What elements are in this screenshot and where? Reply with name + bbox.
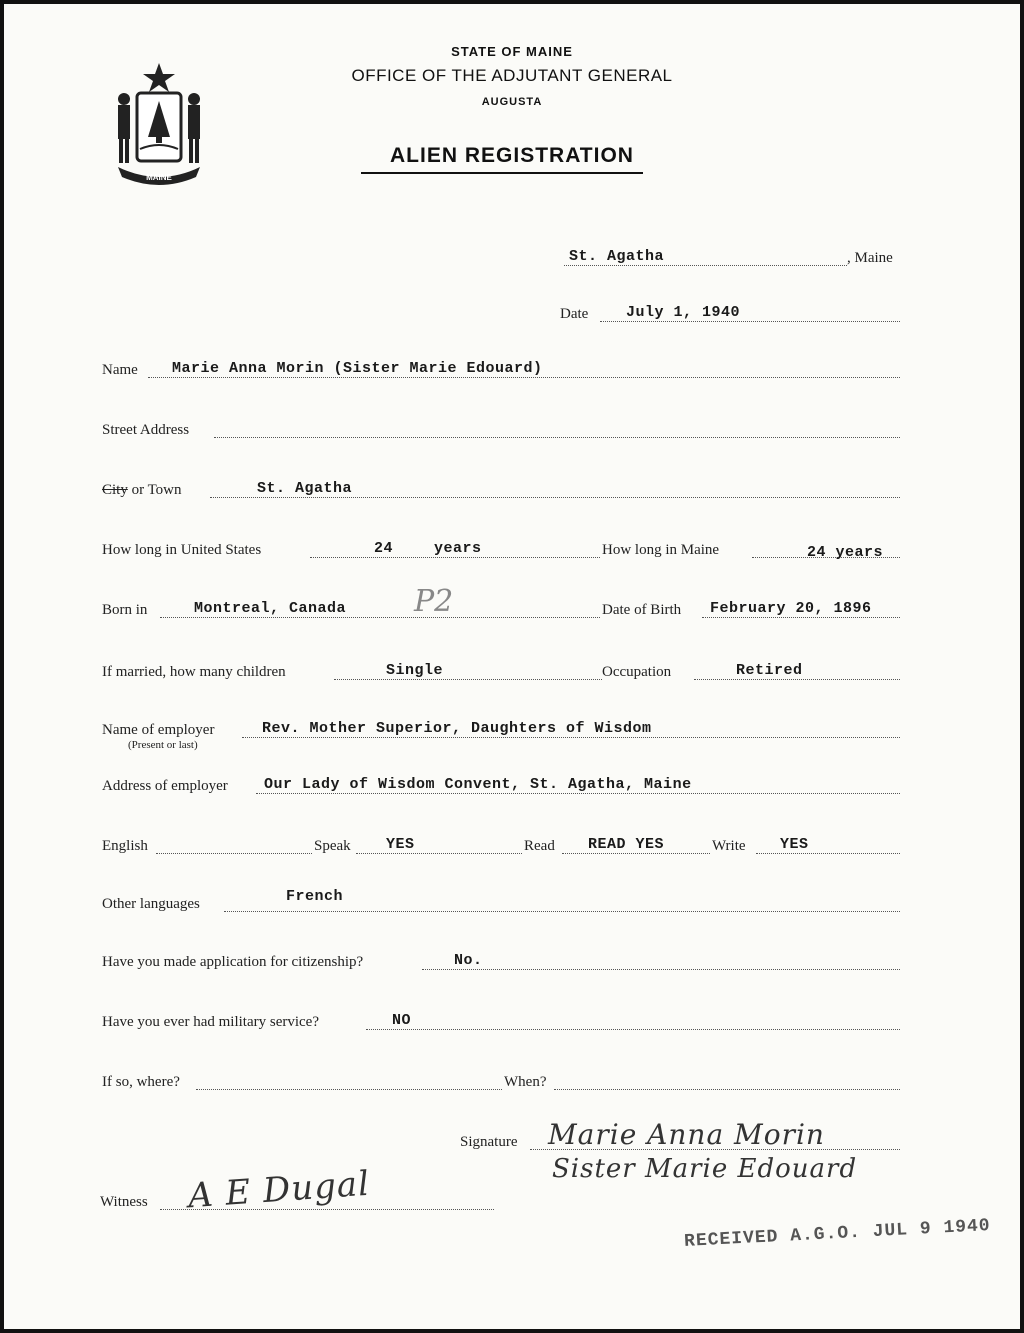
where-row — [102, 1074, 900, 1096]
us-stay-label: How long in United States — [102, 542, 262, 558]
witness-row — [100, 1163, 494, 1217]
read-value[interactable]: READ YES — [588, 836, 665, 853]
citizenship-value[interactable]: No. — [454, 952, 483, 969]
date-label: Date — [560, 306, 589, 322]
birth-row — [102, 584, 912, 624]
read-label: Read — [524, 838, 555, 854]
other-languages-label: Other languages — [102, 896, 200, 912]
military-label: Have you ever had military service? — [102, 1014, 319, 1030]
children-row — [102, 664, 900, 686]
state-heading: STATE OF MAINE — [451, 44, 573, 59]
place-row — [564, 250, 904, 272]
street-label: Street Address — [102, 422, 190, 438]
citizenship-label: Have you made application for citizenship? — [102, 954, 364, 970]
occupation-label: Occupation — [602, 664, 672, 680]
born-value[interactable]: Montreal, Canada — [194, 600, 347, 617]
employer-sublabel: (Present or last) — [128, 739, 198, 751]
citizenship-row — [102, 954, 900, 976]
town-label-rest: or Town — [127, 482, 182, 498]
witness-signature: A E Dugal — [186, 1163, 372, 1217]
street-row — [102, 422, 900, 444]
employer-address-row — [102, 778, 900, 800]
born-label: Born in — [102, 602, 148, 618]
employer-value[interactable]: Rev. Mother Superior, Daughters of Wisdom — [262, 720, 652, 737]
write-label: Write — [712, 838, 746, 854]
speak-label: Speak — [314, 838, 351, 854]
children-label: If married, how many children — [102, 664, 286, 680]
stay-row — [102, 542, 900, 564]
employer-address-label: Address of employer — [102, 778, 228, 794]
employer-address-value[interactable]: Our Lady of Wisdom Convent, St. Agatha, Maine — [264, 776, 692, 793]
office-heading: OFFICE OF THE ADJUTANT GENERAL — [351, 66, 673, 85]
date-row — [560, 306, 900, 328]
city-heading: AUGUSTA — [481, 96, 543, 108]
dob-value[interactable]: February 20, 1896 — [710, 600, 872, 617]
seal-banner-text: MAINE — [146, 173, 172, 182]
other-languages-value[interactable]: French — [286, 888, 344, 905]
signature-label: Signature — [460, 1134, 518, 1150]
name-label: Name — [102, 362, 138, 378]
military-value[interactable]: NO — [392, 1012, 412, 1029]
place-suffix: , Maine — [847, 250, 893, 266]
dob-label: Date of Birth — [602, 602, 682, 618]
english-row — [102, 838, 900, 860]
date-value[interactable]: July 1, 1940 — [626, 304, 741, 321]
employer-label: Name of employer — [102, 722, 215, 738]
received-stamp: RECEIVED A.G.O. JUL 9 1940 — [683, 1215, 992, 1253]
employer-row — [102, 720, 900, 751]
us-stay-unit: years — [434, 540, 482, 557]
speak-value[interactable]: YES — [386, 836, 415, 853]
military-row — [102, 1014, 900, 1036]
write-value[interactable]: YES — [780, 836, 809, 853]
signature-line-1: Marie Anna Morin — [548, 1118, 825, 1151]
town-value[interactable]: St. Agatha — [257, 480, 353, 497]
pencil-note: P2 — [414, 584, 454, 619]
when-label: When? — [504, 1074, 547, 1090]
place-value[interactable]: St. Agatha — [569, 248, 665, 265]
occupation-value[interactable]: Retired — [736, 662, 803, 679]
maine-stay-label: How long in Maine — [602, 542, 720, 558]
name-row — [102, 362, 900, 384]
town-row — [102, 482, 900, 504]
other-languages-row — [102, 888, 900, 918]
where-label: If so, where? — [102, 1074, 180, 1090]
signature-line-2: Sister Marie Edouard — [552, 1154, 858, 1184]
form-title: ALIEN REGISTRATION — [390, 144, 634, 167]
witness-label: Witness — [100, 1194, 148, 1210]
town-label-struck: City — [102, 482, 128, 498]
signature-row — [460, 1118, 900, 1184]
registration-form — [4, 4, 1020, 1329]
english-label: English — [102, 838, 148, 854]
town-label — [102, 482, 182, 499]
title-underline — [361, 172, 643, 174]
name-value[interactable]: Marie Anna Morin (Sister Marie Edouard) — [172, 360, 543, 377]
children-value[interactable]: Single — [386, 662, 444, 679]
maine-stay-value[interactable]: 24 years — [807, 544, 884, 561]
us-stay-value[interactable]: 24 — [374, 540, 394, 557]
